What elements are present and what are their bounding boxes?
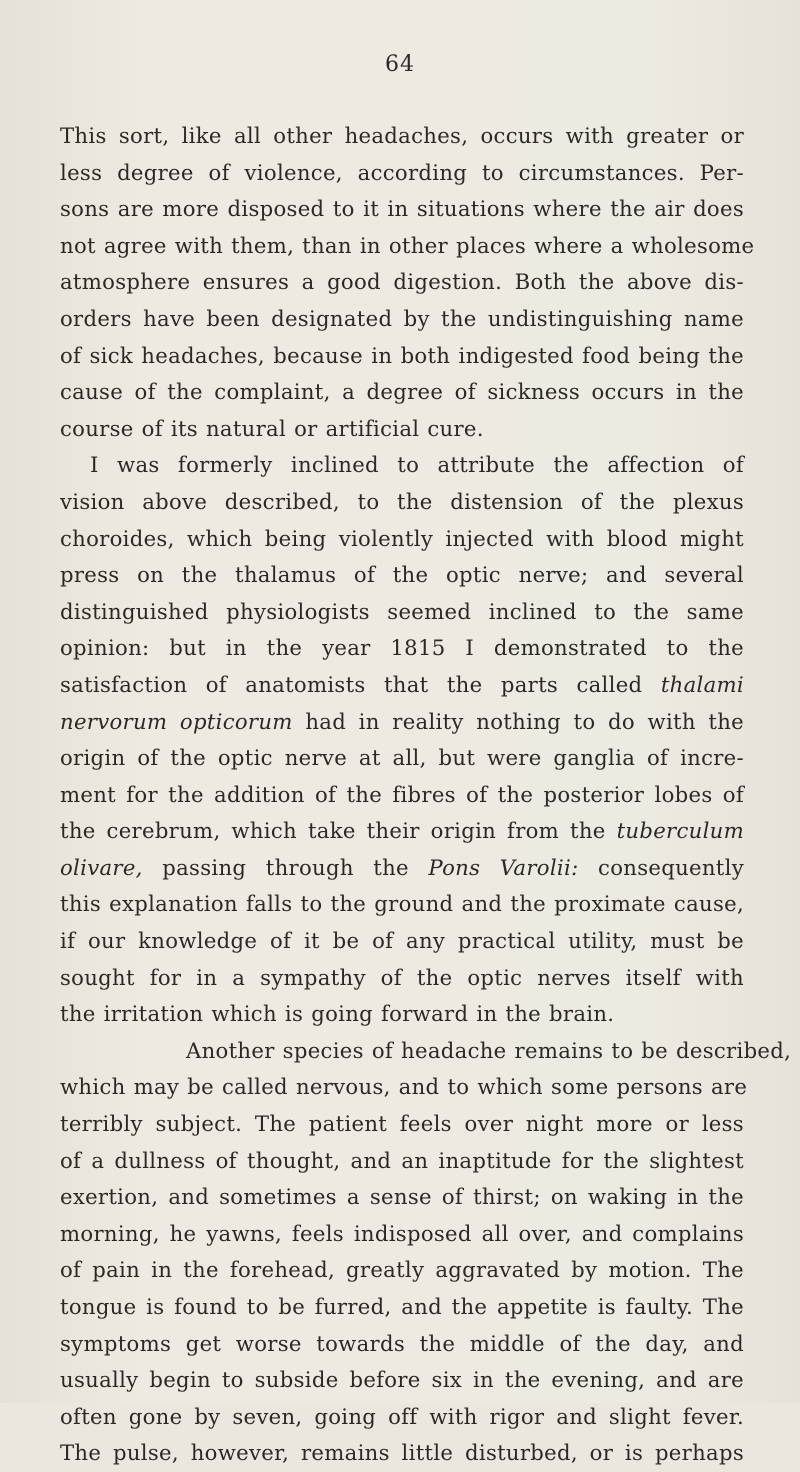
text-line: usually begin to subside before six in the evening, and are xyxy=(60,1367,744,1393)
text-line: exertion, and sometimes a sense of thirst; on waking in the xyxy=(60,1184,744,1210)
text-line: sought for in a sympathy of the optic nerves itself with xyxy=(60,964,744,990)
text-line: This sort, like all other headaches, occurs with greater or xyxy=(60,123,744,148)
text-line: if our knowledge of it be of any practical utility, must be xyxy=(60,928,744,954)
italic-term: Pons Varolii: xyxy=(428,854,579,880)
text-line: cause of the complaint, a degree of sickness occurs in the xyxy=(60,379,744,405)
text-run: passing through the xyxy=(162,854,409,880)
text-line: of a dullness of thought, and an inaptitude for the slightest xyxy=(60,1147,744,1173)
italic-term: thalami xyxy=(660,671,744,697)
text-line: course of its natural or artificial cure. xyxy=(60,415,484,441)
text-run: consequently xyxy=(598,854,744,880)
text-line: vision above described, to the distension of the plexus xyxy=(60,488,744,514)
text-line: which may be called nervous, and to which some persons are xyxy=(60,1074,748,1100)
italic-term: nervorum opticorum xyxy=(60,708,293,734)
text-line: not agree with them, than in other places where a wholesome xyxy=(60,232,755,258)
text-run: had in reality nothing to do with the xyxy=(305,708,744,734)
text-line: terribly subject. The patient feels over night more or less xyxy=(60,1111,744,1137)
text-line: The pulse, however, remains little disturbed, or is perhaps xyxy=(60,1440,744,1466)
text-line: press on the thalamus of the optic nerve; and several xyxy=(60,562,744,588)
text-line: of pain in the forehead, greatly aggravated by motion. The xyxy=(60,1257,744,1283)
text-line: ment for the addition of the fibres of the posterior lobes of xyxy=(60,781,744,807)
text-line: sons are more disposed to it in situations where the air does xyxy=(60,196,744,222)
text-line: I was formerly inclined to attribute the affection of xyxy=(90,452,744,478)
text-line xyxy=(60,704,744,741)
text-line xyxy=(60,850,744,887)
italic-term: olivare, xyxy=(60,854,143,880)
text-line xyxy=(60,667,744,704)
paragraph-1 xyxy=(60,118,755,447)
text-line: origin of the optic nerve at all, but were ganglia of incre- xyxy=(60,745,744,771)
text-line: distinguished physiologists seemed inclined to the same xyxy=(60,598,744,624)
text-line: less degree of violence, according to circumstances. Per- xyxy=(60,159,744,185)
text-line: choroides, which being violently injected with blood might xyxy=(60,525,744,551)
text-line: often gone by seven, going off with rigor and slight fever. xyxy=(60,1403,744,1429)
text-line: of sick headaches, because in both indigested food being the xyxy=(60,342,744,368)
text-line: morning, he yawns, feels indisposed all over, and complains xyxy=(60,1220,744,1246)
text-line: tongue is found to be furred, and the appetite is faulty. The xyxy=(60,1294,744,1319)
text-line: orders have been designated by the undistinguishing name xyxy=(60,305,744,331)
italic-term: tuberculum xyxy=(616,818,744,844)
text-line: atmosphere ensures a good digestion. Both the above dis- xyxy=(60,269,744,295)
text-line: Another species of headache remains to be described, xyxy=(186,1037,792,1063)
text-run: the cerebrum, which take their origin from the xyxy=(60,818,606,844)
text-run: satisfaction of anatomists that the parts called xyxy=(60,671,643,697)
text-line: this explanation falls to the ground and the proximate cause, xyxy=(60,891,744,917)
text-line xyxy=(60,813,744,850)
text-line: opinion: but in the year 1815 I demonstrated to the xyxy=(60,635,744,661)
text-line: the irritation which is going forward in the brain. xyxy=(60,1001,615,1027)
page-number: 64 xyxy=(385,52,415,77)
body-text xyxy=(60,118,792,1472)
paragraph-3 xyxy=(60,1033,792,1472)
paragraph-2 xyxy=(60,447,744,1033)
text-line: symptoms get worse towards the middle of the day, and xyxy=(60,1330,744,1356)
